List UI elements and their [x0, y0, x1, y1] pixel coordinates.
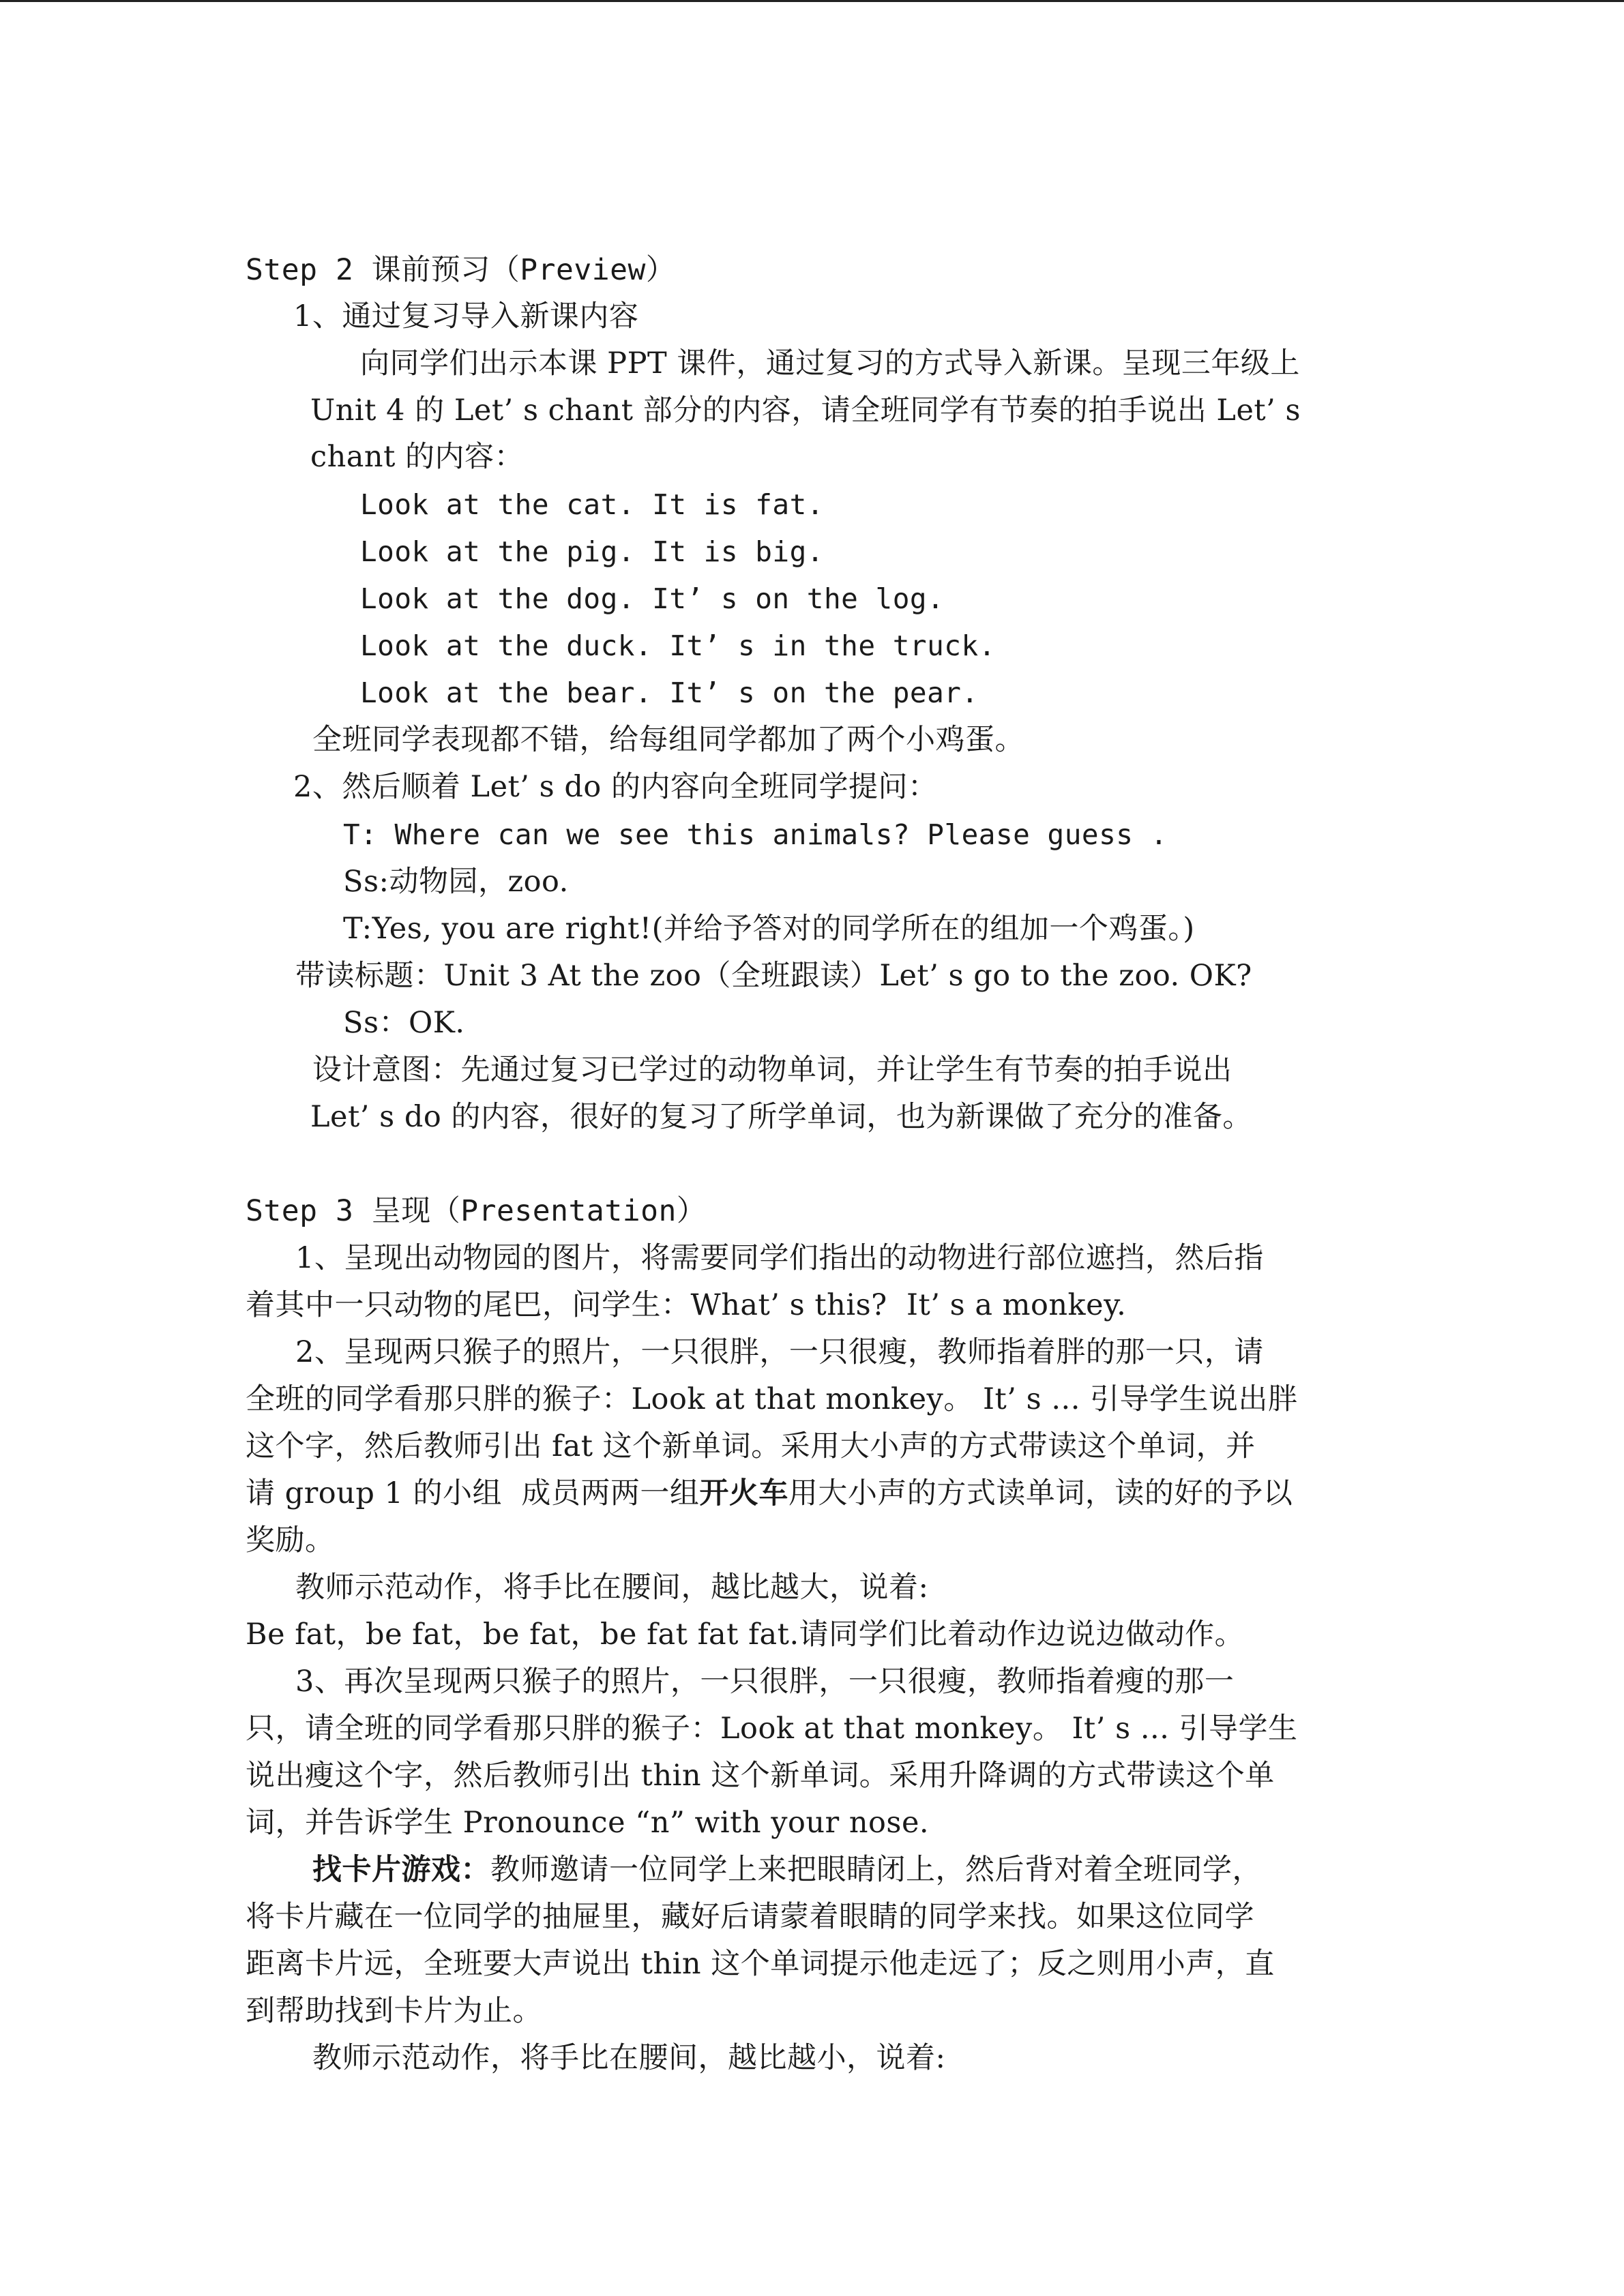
step3-heading: Step 3 呈现（Presentation） [246, 1194, 707, 1228]
game-line-1 [312, 1849, 1262, 1890]
design-line-1: 设计意图：先通过复习已学过的动物单词，并让学生有节奏的拍手说出 [312, 1053, 1232, 1087]
step3-p1-line-2: 着其中一只动物的尾巴，问学生：What’ s this? It’ s a monkey. [246, 1288, 1127, 1322]
step3-p4-line-4: 词，并告诉学生 Pronounce “n” with your nose. [246, 1806, 930, 1840]
step3-p5: 教师示范动作，将手比在腰间，越比越小，说着: [312, 2041, 946, 2075]
game-line-4: 到帮助找到卡片为止。 [246, 1994, 542, 2028]
ss-ok: Ss：OK. [343, 1006, 465, 1040]
design-line-2: Let’ s do 的内容，很好的复习了所学单词，也为新课做了充分的准备。 [310, 1100, 1252, 1134]
dialog-line-3: T:Yes, you are right!(并给予答对的同学所在的组加一个鸡蛋。) [343, 912, 1195, 946]
step3-p2-line-2: 全班的同学看那只胖的猴子：Look at that monkey。 It’ s ... 引导学生说出胖 [246, 1382, 1298, 1416]
step2-praise: 全班同学表现都不错，给每组同学都加了两个小鸡蛋。 [312, 723, 1024, 757]
step2-intro-line-3: chant 的内容： [310, 440, 525, 474]
step3-p2-line-4-end: 用大小声的方式读单词，读的好的予以 [788, 1476, 1293, 1510]
game-line-3: 距离卡片远，全班要大声说出 thin 这个单词提示他走远了；反之则用小声，直 [246, 1947, 1275, 1981]
title-reading: 带读标题：Unit 3 At the zoo（全班跟读）Let’ s go to the zoo. OK? [295, 959, 1252, 993]
step3-p2-line-4-start: 请 group 1 的小组 成员两两一组 [246, 1476, 700, 1510]
train-game-bold: 开火车 [699, 1476, 788, 1510]
step3-p2-line-4 [246, 1473, 1293, 1514]
chant-line-2: Look at the pig. It is big. [360, 535, 824, 568]
chant-line-5: Look at the bear. It’ s on the pear. [360, 676, 979, 709]
card-game-title: 找卡片游戏： [312, 1853, 490, 1887]
game-line-2: 将卡片藏在一位同学的抽屉里，藏好后请蒙着眼睛的同学来找。如果这位同学 [246, 1900, 1254, 1934]
step2-intro-line-1: 向同学们出示本课 PPT 课件，通过复习的方式导入新课。呈现三年级上 [360, 346, 1300, 381]
step2-item1-title: 1、通过复习导入新课内容 [293, 299, 639, 333]
step3-p3-line-2: Be fat，be fat，be fat，be fat fat fat.请同学们比着动作边说边做动作。 [246, 1617, 1245, 1652]
step2-heading: Step 2 课前预习（Preview） [246, 253, 676, 287]
chant-line-3: Look at the dog. It’ s on the log. [360, 582, 945, 615]
step2-item2-title: 2、然后顺着 Let’ s do 的内容向全班同学提问： [293, 770, 938, 804]
dialog-line-1: T: Where can we see this animals? Please guess . [343, 818, 1168, 851]
game-line-1-text: 教师邀请一位同学上来把眼睛闭上，然后背对着全班同学， [490, 1853, 1262, 1887]
step3-p3-line-1: 教师示范动作，将手比在腰间，越比越大，说着: [295, 1570, 929, 1605]
step3-p2-line-3: 这个字，然后教师引出 fat 这个新单词。采用大小声的方式带读这个单词，并 [246, 1429, 1256, 1463]
dialog-line-2: Ss:动物园，zoo. [343, 865, 569, 899]
step3-p4-line-1: 3、再次呈现两只猴子的照片，一只很胖，一只很瘦，教师指着瘦的那一 [295, 1665, 1235, 1699]
step3-p2-line-1: 2、呈现两只猴子的照片，一只很胖，一只很瘦，教师指着胖的那一只，请 [295, 1335, 1264, 1369]
chant-line-4: Look at the duck. It’ s in the truck. [360, 629, 996, 662]
step2-intro-line-2: Unit 4 的 Let’ s chant 部分的内容，请全班同学有节奏的拍手说出 Let’ s [310, 393, 1301, 428]
step3-p2-line-5: 奖励。 [246, 1523, 335, 1557]
step3-p4-line-3: 说出瘦这个字，然后教师引出 thin 这个新单词。采用升降调的方式带读这个单 [246, 1759, 1275, 1793]
step3-p1-line-1: 1、呈现出动物园的图片，将需要同学们指出的动物进行部位遮挡，然后指 [295, 1241, 1264, 1275]
step3-p4-line-2: 只，请全班的同学看那只胖的猴子：Look at that monkey。 It’ s ... 引导学生 [246, 1712, 1298, 1746]
chant-line-1: Look at the cat. It is fat. [360, 488, 824, 521]
